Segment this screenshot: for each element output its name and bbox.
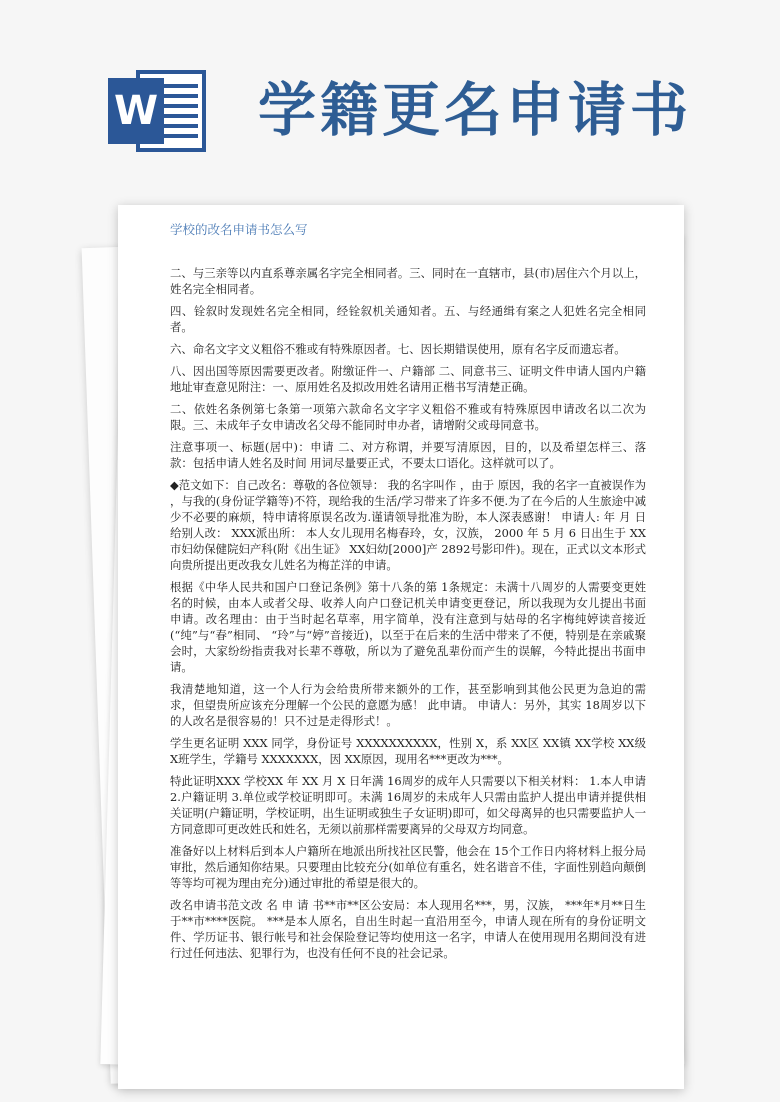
document-paragraph: 二、依姓名条例第七条第一项第六款命名文字字义粗俗不雅或有特殊原因申请改名以二次为限。三、未成年子女申请改名父母不能同时申办者，请增附父或母同意书。 xyxy=(170,402,646,432)
document-paragraph: 准备好以上材料后到本人户籍所在地派出所找社区民警，他会在 15个工作日内将材料上报分局审批，然后通知你结果。只要理由比较充分(如单位有重名，姓名谐音不佳，字面性别趋向颠倒等等均可视为理由充分)通过审批的希望是很大的。 xyxy=(170,844,646,890)
document-paragraph: 六、命名文字文义粗俗不雅或有特殊原因者。七、因长期错误使用，原有名字反而遗忘者。 xyxy=(170,342,626,356)
document-paragraph: 二、与三亲等以内直系尊亲属名字完全相同者。三、同时在一直辖市，县(市)居住六个月以上，姓名完全相同者。 xyxy=(170,266,646,296)
document-paragraph: 特此证明XXX 学校XX 年 XX 月 X 日年满 16周岁的成年人只需要以下相关材料： 1.本人申请 2.户籍证明 3.单位或学校证明即可。未满 16周岁的未成年人只需由监护人提出申请并提供相关证明(户籍证明，学校证明，出生证明或独生子女证明)即可，如父母离异的也只需要监护人一方同意即可更改姓氏和姓名，无须以前那样需要离异的父母双方均同意。 xyxy=(170,774,646,836)
document-subtitle: 学校的改名申请书怎么写 xyxy=(170,222,308,237)
page-title: 学籍更名申请书 xyxy=(258,76,693,144)
document-paragraph: 我清楚地知道，这一个人行为会给贵所带来额外的工作，甚至影响到其他公民更为急迫的需求，但望贵所应该充分理解一个公民的意愿为感！ 此申请。 申请人：另外，其实 18周岁以下的人改名是很容易的！只不过是走得形式！。 xyxy=(170,682,646,728)
document-paragraph: 改名申请书范文改 名 申 请 书**市**区公安局：本人现用名***，男，汉族， ***年*月**日生于**市****医院。 ***是本人原名，自出生时起一直沿用至今，申请人现在所有的身份证明文件、学历证书、银行帐号和社会保险登记等均使用这一名字，申请人在使用现用名期间没有进行过任何违法、犯罪行为，也没有任何不良的社会记录。 xyxy=(170,898,646,960)
word-document-icon xyxy=(108,66,208,156)
document-paragraph: 四、铨叙时发现姓名完全相同，经铨叙机关通知者。五、与经通缉有案之人犯姓名完全相同者。 xyxy=(170,304,646,334)
word-badge-letter: W xyxy=(108,78,164,144)
document-paragraph: 根据《中华人民共和国户口登记条例》第十八条的第 1条规定：未满十八周岁的人需要变更姓名的时候，由本人或者父母、收养人向户口登记机关申请变更登记，所以我现为女儿提出书面申请。改名理由：由于当时起名草率，用字简单，没有注意到与姑母的名字梅纯婷读音接近 (“纯”与“春”相同、 “玲”与“婷”音接近)，以至于在后来的生活中带来了不便，特别是在亲戚聚会时，大家纷纷指责我对长辈不尊敬，所以为了避免乱辈份而产生的误解，今特此提出书面申请。 xyxy=(170,580,646,674)
document-page xyxy=(118,205,684,1089)
document-paragraph: ◆范文如下：自己改名：尊敬的各位领导： 我的名字叫作 ，由于 原因，我的名字一直被误作为 ，与我的(身份证学籍等)不符，现给我的生活/学习带来了许多不便.为了在今后的人生旅途中减少不必要的麻烦，特申请将原误名改为.谨请领导批准为盼，本人深表感谢！ 申请人: 年 月 日 给别人改： XXX派出所： 本人女儿现用名梅春玲，女，汉族， 2000 年 5 月 6 日出生于 XX市妇幼保健院妇产科(附《出生证》 XX妇幼[2000]产 2892号影印件)。现在，正式以文本形式向贵所提出更改我女儿姓名为梅芷洋的申请。 xyxy=(170,478,646,572)
document-paragraph: 学生更名证明 XXX 同学，身份证号 XXXXXXXXXX，性别 X，系 XX区 XX镇 XX学校 XX级 X班学生，学籍号 XXXXXXX，因 XX原因，现用名***更改为***。 xyxy=(170,736,646,766)
document-paragraph: 八、因出国等原因需要更改者。附缴证件一、户籍部 二、同意书三、证明文件申请人国内户籍地址审查意见附注：一、原用姓名及拟改用姓名请用正楷书写清楚正确。 xyxy=(170,364,646,394)
document-paragraph: 注意事项一、标题(居中)：申请 二、对方称谓，并要写清原因，目的，以及希望怎样三、落款：包括申请人姓名及时间 用词尽量要正式，不要太口语化。这样就可以了。 xyxy=(170,440,646,470)
page-header xyxy=(0,0,780,200)
